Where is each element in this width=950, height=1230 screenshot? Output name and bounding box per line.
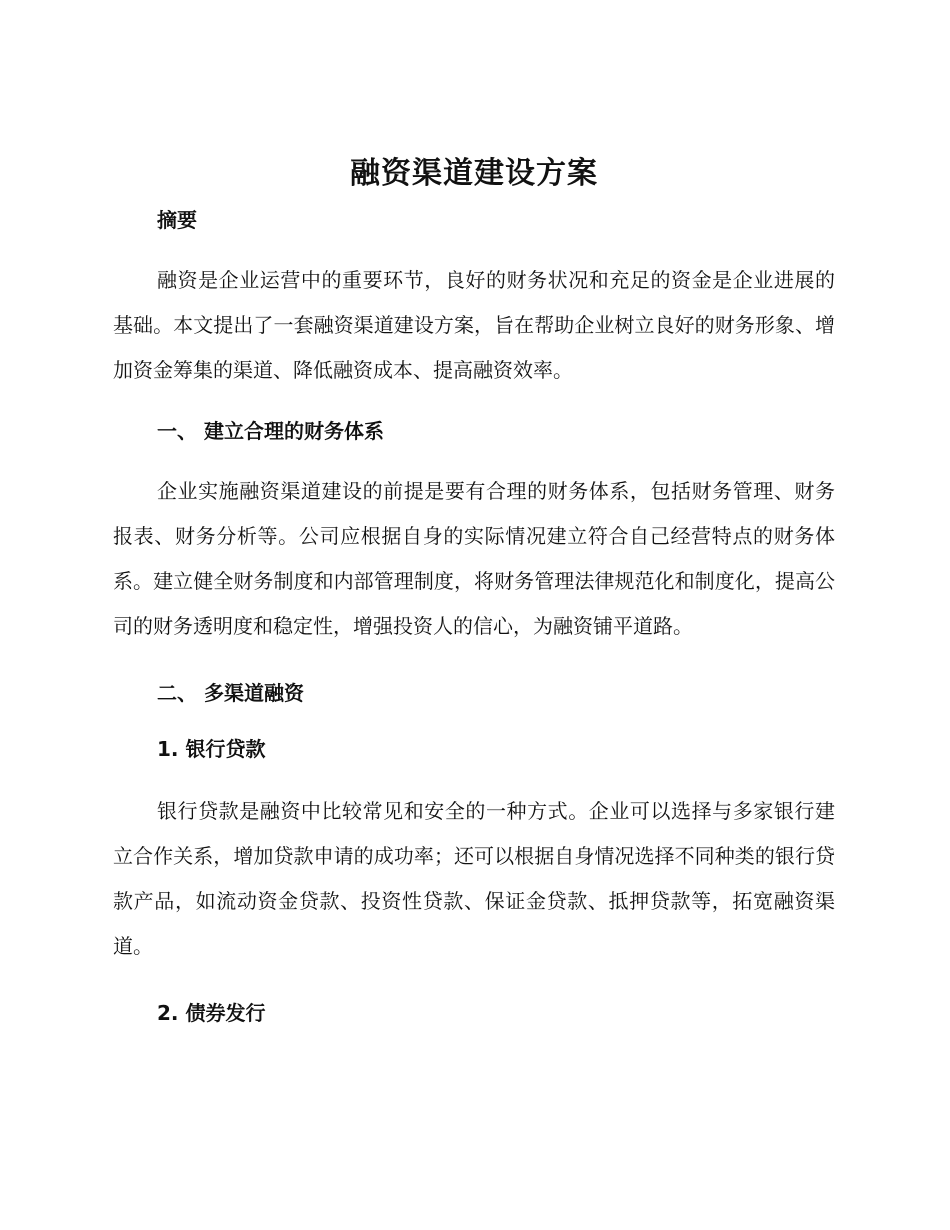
section-1-heading: 一、 建立合理的财务体系 [157,419,384,443]
document-title: 融资渠道建设方案 [350,156,598,191]
subsection-2-heading: 2. 债券发行 [157,1001,266,1025]
section-2-heading: 二、 多渠道融资 [157,681,304,705]
section-1-paragraph: 企业实施融资渠道建设的前提是要有合理的财务体系，包括财务管理、财务报表、财务分析等。公司应根据自身的实际情况建立符合自己经营特点的财务体系。建立健全财务制度和内部管理制度，将财务管理法律规范化和制度化，提高公司的财务透明度和稳定性，增强投资人的信心，为融资铺平道路。 [113,479,835,638]
subsection-1-paragraph: 银行贷款是融资中比较常见和安全的一种方式。企业可以选择与多家银行建立合作关系，增加贷款申请的成功率；还可以根据自身情况选择不同种类的银行贷款产品，如流动资金贷款、投资性贷款、保证金贷款、抵押贷款等，拓宽融资渠道。 [113,799,835,958]
abstract-paragraph: 融资是企业运营中的重要环节，良好的财务状况和充足的资金是企业进展的基础。本文提出了一套融资渠道建设方案，旨在帮助企业树立良好的财务形象、增加资金筹集的渠道、降低融资成本、提高融资效率。 [113,268,835,382]
abstract-heading: 摘要 [157,208,197,232]
subsection-1-heading: 1. 银行贷款 [157,737,266,761]
document-page [113,150,835,1029]
